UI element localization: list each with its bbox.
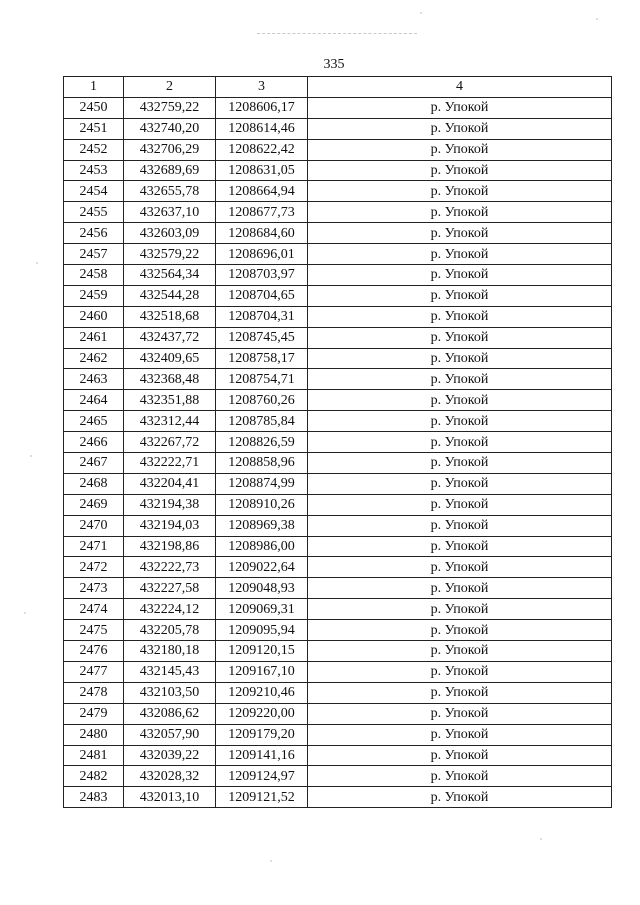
cell-y-coordinate: 1208986,00 [216,536,308,557]
cell-point-number: 2452 [64,139,124,160]
cell-point-number: 2459 [64,285,124,306]
table-row [64,599,612,620]
cell-point-number: 2481 [64,745,124,766]
table-row [64,620,612,641]
cell-description: р. Упокой [308,265,612,286]
cell-x-coordinate: 432194,38 [124,494,216,515]
table-row [64,787,612,808]
table-row [64,390,612,411]
scan-artifact-line [257,33,417,35]
cell-y-coordinate: 1209179,20 [216,724,308,745]
cell-point-number: 2454 [64,181,124,202]
cell-point-number: 2474 [64,599,124,620]
table-row [64,432,612,453]
cell-point-number: 2467 [64,453,124,474]
cell-x-coordinate: 432518,68 [124,306,216,327]
table-row [64,97,612,118]
cell-description: р. Упокой [308,390,612,411]
cell-point-number: 2464 [64,390,124,411]
cell-description: р. Упокой [308,703,612,724]
table-body [64,97,612,807]
table-row [64,285,612,306]
cell-description: р. Упокой [308,787,612,808]
cell-point-number: 2451 [64,118,124,139]
cell-description: р. Упокой [308,473,612,494]
scan-speck [420,12,422,14]
cell-x-coordinate: 432222,71 [124,453,216,474]
cell-description: р. Упокой [308,620,612,641]
cell-x-coordinate: 432057,90 [124,724,216,745]
cell-x-coordinate: 432351,88 [124,390,216,411]
cell-y-coordinate: 1208703,97 [216,265,308,286]
table-row [64,327,612,348]
cell-x-coordinate: 432579,22 [124,244,216,265]
cell-x-coordinate: 432204,41 [124,473,216,494]
table-row [64,578,612,599]
cell-y-coordinate: 1209022,64 [216,557,308,578]
cell-y-coordinate: 1208704,31 [216,306,308,327]
cell-description: р. Упокой [308,139,612,160]
cell-x-coordinate: 432706,29 [124,139,216,160]
cell-y-coordinate: 1208696,01 [216,244,308,265]
table-row [64,118,612,139]
table-row [64,202,612,223]
table-row [64,473,612,494]
cell-x-coordinate: 432409,65 [124,348,216,369]
header-cell-description: 4 [308,77,612,98]
cell-x-coordinate: 432198,86 [124,536,216,557]
header-cell-point-number: 1 [64,77,124,98]
cell-x-coordinate: 432205,78 [124,620,216,641]
table-header-row [64,77,612,98]
cell-point-number: 2475 [64,620,124,641]
cell-point-number: 2469 [64,494,124,515]
cell-x-coordinate: 432039,22 [124,745,216,766]
cell-description: р. Упокой [308,432,612,453]
cell-y-coordinate: 1208684,60 [216,223,308,244]
cell-y-coordinate: 1209124,97 [216,766,308,787]
cell-description: р. Упокой [308,160,612,181]
cell-y-coordinate: 1208858,96 [216,453,308,474]
cell-y-coordinate: 1209048,93 [216,578,308,599]
cell-point-number: 2483 [64,787,124,808]
cell-point-number: 2461 [64,327,124,348]
cell-description: р. Упокой [308,578,612,599]
cell-point-number: 2482 [64,766,124,787]
cell-x-coordinate: 432603,09 [124,223,216,244]
table-row [64,306,612,327]
scan-speck [540,838,542,840]
cell-y-coordinate: 1209121,52 [216,787,308,808]
cell-point-number: 2458 [64,265,124,286]
table-row [64,348,612,369]
header-cell-y: 3 [216,77,308,98]
table-row [64,160,612,181]
cell-x-coordinate: 432689,69 [124,160,216,181]
cell-point-number: 2480 [64,724,124,745]
cell-y-coordinate: 1208785,84 [216,411,308,432]
scan-speck [270,860,272,862]
cell-y-coordinate: 1208754,71 [216,369,308,390]
cell-x-coordinate: 432312,44 [124,411,216,432]
cell-y-coordinate: 1208614,46 [216,118,308,139]
table-row [64,557,612,578]
cell-y-coordinate: 1209210,46 [216,682,308,703]
cell-x-coordinate: 432103,50 [124,682,216,703]
cell-description: р. Упокой [308,599,612,620]
table-row [64,223,612,244]
cell-y-coordinate: 1208760,26 [216,390,308,411]
cell-x-coordinate: 432544,28 [124,285,216,306]
cell-y-coordinate: 1208874,99 [216,473,308,494]
cell-description: р. Упокой [308,202,612,223]
cell-y-coordinate: 1208677,73 [216,202,308,223]
cell-y-coordinate: 1208622,42 [216,139,308,160]
cell-description: р. Упокой [308,118,612,139]
cell-y-coordinate: 1208664,94 [216,181,308,202]
table-row [64,453,612,474]
cell-point-number: 2463 [64,369,124,390]
cell-y-coordinate: 1208704,65 [216,285,308,306]
cell-y-coordinate: 1208606,17 [216,97,308,118]
table-row [64,411,612,432]
table-row [64,682,612,703]
table-row [64,494,612,515]
cell-x-coordinate: 432740,20 [124,118,216,139]
cell-y-coordinate: 1208631,05 [216,160,308,181]
table-row [64,766,612,787]
cell-point-number: 2471 [64,536,124,557]
cell-point-number: 2476 [64,641,124,662]
table-row [64,745,612,766]
scan-speck [36,262,38,264]
cell-description: р. Упокой [308,369,612,390]
cell-point-number: 2477 [64,661,124,682]
cell-point-number: 2468 [64,473,124,494]
cell-description: р. Упокой [308,515,612,536]
cell-description: р. Упокой [308,306,612,327]
cell-x-coordinate: 432637,10 [124,202,216,223]
cell-description: р. Упокой [308,411,612,432]
cell-point-number: 2453 [64,160,124,181]
cell-point-number: 2462 [64,348,124,369]
table-row [64,724,612,745]
cell-description: р. Упокой [308,223,612,244]
cell-description: р. Упокой [308,682,612,703]
cell-y-coordinate: 1209220,00 [216,703,308,724]
cell-y-coordinate: 1209069,31 [216,599,308,620]
cell-x-coordinate: 432222,73 [124,557,216,578]
cell-x-coordinate: 432194,03 [124,515,216,536]
cell-point-number: 2478 [64,682,124,703]
cell-point-number: 2465 [64,411,124,432]
table-row [64,661,612,682]
cell-y-coordinate: 1208910,26 [216,494,308,515]
cell-x-coordinate: 432759,22 [124,97,216,118]
table-row [64,265,612,286]
table-row [64,536,612,557]
scan-speck [596,18,598,20]
cell-y-coordinate: 1208826,59 [216,432,308,453]
cell-description: р. Упокой [308,766,612,787]
cell-description: р. Упокой [308,181,612,202]
table-row [64,244,612,265]
cell-x-coordinate: 432267,72 [124,432,216,453]
cell-point-number: 2479 [64,703,124,724]
cell-y-coordinate: 1209095,94 [216,620,308,641]
cell-point-number: 2472 [64,557,124,578]
cell-description: р. Упокой [308,641,612,662]
cell-point-number: 2456 [64,223,124,244]
table-row [64,369,612,390]
cell-y-coordinate: 1208969,38 [216,515,308,536]
cell-description: р. Упокой [308,285,612,306]
cell-point-number: 2470 [64,515,124,536]
cell-x-coordinate: 432437,72 [124,327,216,348]
cell-x-coordinate: 432013,10 [124,787,216,808]
cell-description: р. Упокой [308,557,612,578]
coordinates-table-container [63,76,611,808]
table-row [64,641,612,662]
scan-speck [24,612,26,614]
table-row [64,703,612,724]
cell-description: р. Упокой [308,745,612,766]
header-cell-x: 2 [124,77,216,98]
cell-description: р. Упокой [308,494,612,515]
cell-y-coordinate: 1208758,17 [216,348,308,369]
cell-description: р. Упокой [308,327,612,348]
cell-point-number: 2455 [64,202,124,223]
coordinates-table [63,76,612,808]
cell-y-coordinate: 1209141,16 [216,745,308,766]
cell-y-coordinate: 1209120,15 [216,641,308,662]
table-row [64,181,612,202]
cell-y-coordinate: 1209167,10 [216,661,308,682]
cell-x-coordinate: 432227,58 [124,578,216,599]
cell-description: р. Упокой [308,348,612,369]
cell-description: р. Упокой [308,724,612,745]
table-row [64,139,612,160]
cell-x-coordinate: 432145,43 [124,661,216,682]
cell-point-number: 2466 [64,432,124,453]
cell-point-number: 2460 [64,306,124,327]
cell-description: р. Упокой [308,97,612,118]
page-number: 335 [323,57,345,72]
cell-point-number: 2457 [64,244,124,265]
cell-x-coordinate: 432564,34 [124,265,216,286]
cell-description: р. Упокой [308,244,612,265]
cell-x-coordinate: 432224,12 [124,599,216,620]
cell-x-coordinate: 432086,62 [124,703,216,724]
cell-y-coordinate: 1208745,45 [216,327,308,348]
cell-x-coordinate: 432028,32 [124,766,216,787]
cell-description: р. Упокой [308,453,612,474]
cell-point-number: 2450 [64,97,124,118]
cell-x-coordinate: 432655,78 [124,181,216,202]
cell-description: р. Упокой [308,661,612,682]
table-row [64,515,612,536]
cell-description: р. Упокой [308,536,612,557]
cell-point-number: 2473 [64,578,124,599]
cell-x-coordinate: 432368,48 [124,369,216,390]
scan-speck [30,455,32,457]
cell-x-coordinate: 432180,18 [124,641,216,662]
